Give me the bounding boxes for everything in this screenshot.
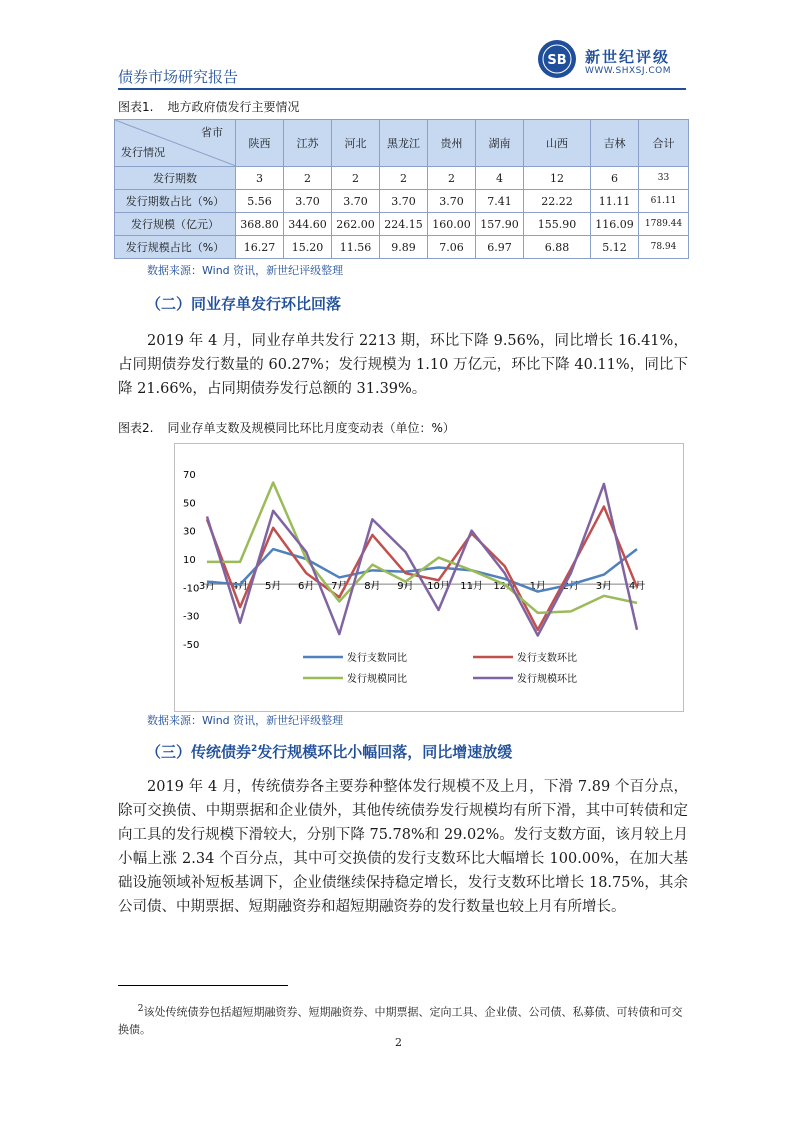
table-cell: 160.00 (428, 213, 476, 236)
table-cell: 3.70 (284, 190, 332, 213)
column-header: 河北 (332, 120, 380, 167)
table1-source: 数据来源：Wind 资讯，新世纪评级整理 (147, 264, 344, 277)
x-tick-label: 4月 (628, 581, 646, 593)
column-header: 陕西 (236, 120, 284, 167)
table-cell: 11.11 (591, 190, 639, 213)
table-cell: 6.97 (476, 236, 524, 259)
table-cell: 6.88 (524, 236, 591, 259)
table1-caption (118, 98, 299, 115)
table-cell: 116.09 (591, 213, 639, 236)
table-header-row (115, 120, 689, 167)
table-cell: 12 (524, 167, 591, 190)
column-header: 合计 (639, 120, 689, 167)
table-cell: 7.06 (428, 236, 476, 259)
brand-logo (537, 39, 577, 79)
table-cell: 22.22 (524, 190, 591, 213)
line-chart (175, 444, 683, 711)
table1-caption-number: 图表1. (118, 100, 154, 114)
table-cell: 7.41 (476, 190, 524, 213)
table-cell: 344.60 (284, 213, 332, 236)
row-label: 发行规模占比（%） (115, 236, 236, 259)
x-tick-label: 6月 (298, 581, 315, 593)
series-line-3 (207, 484, 637, 636)
table-row (115, 213, 689, 236)
footnote-mark: 2 (137, 1004, 144, 1014)
x-tick-label: 4月 (231, 581, 249, 593)
table-cell: 15.20 (284, 236, 332, 259)
legend-label: 发行支数同比 (347, 653, 407, 664)
table-row (115, 236, 689, 259)
figure2-caption-text: 同业存单支数及规模同比环比月度变动表（单位：%） (167, 421, 455, 435)
table-cell: 1789.44 (639, 213, 689, 236)
footnote (118, 1001, 688, 1038)
logo-text: SB (547, 53, 567, 68)
section3-heading (146, 741, 512, 762)
table-cell: 2 (428, 167, 476, 190)
report-title: 债券市场研究报告 (118, 68, 239, 86)
figure2-source: 数据来源：Wind 资讯，新世纪评级整理 (147, 714, 344, 727)
y-tick-label: 50 (183, 498, 196, 510)
x-tick-label: 11月 (460, 581, 483, 593)
table-cell: 2 (284, 167, 332, 190)
brand-name: 新世纪评级 (585, 48, 671, 66)
table-cell: 61.11 (639, 190, 689, 213)
x-tick-label: 9月 (397, 581, 414, 593)
table-cell: 3.70 (332, 190, 380, 213)
x-tick-label: 12月 (493, 581, 517, 593)
table-cell: 2 (332, 167, 380, 190)
table-cell: 224.15 (380, 213, 428, 236)
table-cell: 2 (380, 167, 428, 190)
column-header: 山西 (524, 120, 591, 167)
row-label: 发行规模（亿元） (115, 213, 236, 236)
column-header: 吉林 (591, 120, 639, 167)
table-cell: 262.00 (332, 213, 380, 236)
section2-paragraph: 2019 年 4 月，同业存单共发行 2213 期，环比下降 9.56%，同比增长 16.41%，占同期债券发行数量的 60.27%；发行规模为 1.10 万亿元，环比下降 40.11%，同比下降 21.66%，占同期债券发行总额的 31.39%。 (118, 333, 688, 397)
corner-issuance-label: 发行情况 (121, 146, 165, 159)
x-tick-label: 5月 (264, 581, 282, 593)
local-gov-bond-table (114, 119, 689, 259)
legend-label: 发行规模环比 (517, 674, 577, 685)
legend-label: 发行规模同比 (347, 674, 407, 685)
x-tick-label: 2月 (562, 581, 580, 593)
footnote-text: 该处传统债券包括超短期融资券、短期融资券、中期票据、定向工具、企业债、公司债、私募债、可转债和可交换债。 (118, 1005, 683, 1036)
column-header: 黑龙江 (380, 120, 428, 167)
x-tick-label: 7月 (331, 581, 348, 593)
table-cell: 3.70 (428, 190, 476, 213)
x-tick-label: 1月 (529, 581, 546, 593)
series-line-2 (207, 483, 637, 613)
table-row (115, 190, 689, 213)
line-chart-frame (174, 443, 684, 712)
section3-paragraph: 2019 年 4 月，传统债券各主要券种整体发行规模不及上月，下滑 7.89 个百分点，除可交换债、中期票据和企业债外，其他传统债券发行规模均有所下滑，其中可转债和定向工具的发行规模下滑较大，分别下降 75.78%和 29.02%。发行支数方面，该月较上月小幅上涨 2.34 个百分点，其中可交换债的发行支数环比大幅增长 100.00%，在加大基础设施领域补短板基调下，企业债继续保持稳定增长，发行支数环比增长 18.75%，其余公司债、中期票据、短期融资券和超短期融资券的发行数量也较上月有所增长。 (118, 779, 688, 915)
table-cell: 3.70 (380, 190, 428, 213)
x-tick-label: 3月 (198, 581, 216, 593)
column-header: 湖南 (476, 120, 524, 167)
row-label: 发行期数 (115, 167, 236, 190)
column-header: 贵州 (428, 120, 476, 167)
section3-heading-prefix: （三）传统债券 (146, 743, 252, 761)
table-cell: 5.12 (591, 236, 639, 259)
section2-heading: （二）同业存单发行环比回落 (146, 295, 342, 313)
y-tick-label: -10 (183, 583, 200, 595)
footnote-ref: 2 (251, 744, 258, 754)
brand-url: WWW.SHXSJ.COM (585, 66, 672, 76)
y-tick-label: 30 (183, 526, 196, 538)
table-cell: 368.80 (236, 213, 284, 236)
table-row (115, 167, 689, 190)
table-cell: 157.90 (476, 213, 524, 236)
legend-label: 发行支数环比 (517, 653, 577, 664)
y-tick-label: -30 (183, 611, 200, 623)
y-tick-label: 70 (183, 470, 196, 481)
x-tick-label: 3月 (595, 581, 613, 593)
x-tick-label: 10月 (427, 581, 450, 593)
table1-caption-text: 地方政府债发行主要情况 (167, 100, 300, 114)
table-cell: 6 (591, 167, 639, 190)
column-header: 江苏 (284, 120, 332, 167)
table-cell: 9.89 (380, 236, 428, 259)
table-cell: 33 (639, 167, 689, 190)
y-tick-label: 10 (183, 555, 196, 566)
table-cell: 78.94 (639, 236, 689, 259)
footnote-divider (118, 985, 288, 986)
header-divider (118, 88, 686, 90)
table-cell: 4 (476, 167, 524, 190)
table-corner-cell (115, 120, 236, 167)
table-cell: 5.56 (236, 190, 284, 213)
section3-heading-rest: 发行规模环比小幅回落，同比增速放缓 (257, 743, 513, 761)
table-cell: 155.90 (524, 213, 591, 236)
table-cell: 11.56 (332, 236, 380, 259)
y-tick-label: -50 (183, 640, 200, 651)
corner-province-label: 省市 (201, 126, 223, 139)
page-number: 2 (395, 1036, 402, 1049)
row-label: 发行期数占比（%） (115, 190, 236, 213)
x-tick-label: 8月 (364, 581, 381, 593)
table-cell: 3 (236, 167, 284, 190)
figure2-caption (118, 419, 455, 436)
figure2-caption-number: 图表2. (118, 421, 154, 435)
table-cell: 16.27 (236, 236, 284, 259)
